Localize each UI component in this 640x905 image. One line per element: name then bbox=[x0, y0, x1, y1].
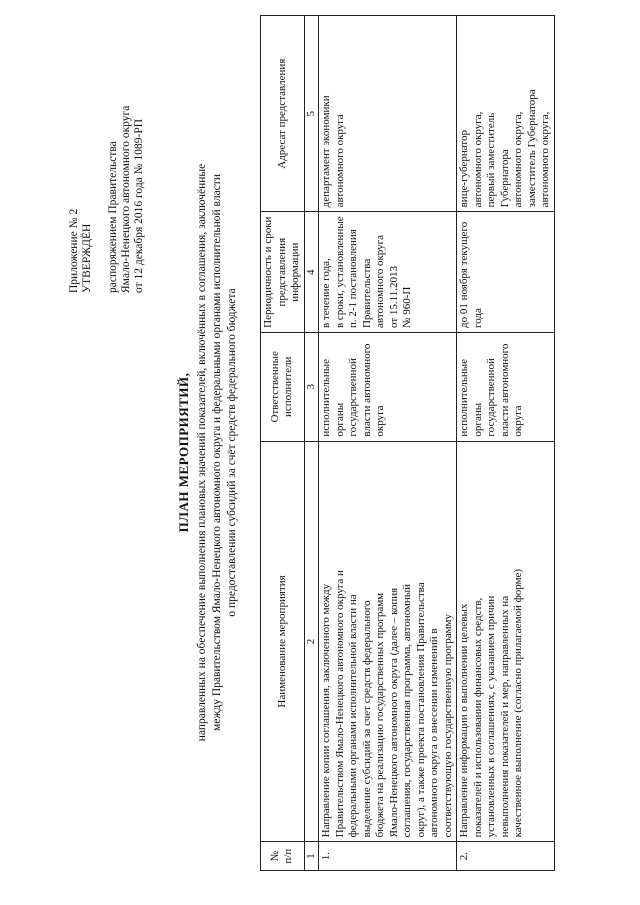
header-line: УТВЕРЖДЁН bbox=[81, 223, 93, 293]
column-number: 4 bbox=[304, 212, 319, 333]
header-line: Ямало-Ненецкого автономного округа bbox=[120, 105, 132, 293]
cell-text-line: установленных в соглашениях, с указанием причин bbox=[485, 595, 497, 838]
cell-text-line: исполнительные bbox=[458, 358, 470, 437]
cell-text-line: органы bbox=[471, 402, 484, 437]
cell-text-line: власти автономного bbox=[498, 343, 511, 437]
executors-cell bbox=[457, 333, 555, 442]
cell-text-line: № 960-П bbox=[401, 286, 413, 329]
cell-text-line: власти автономного bbox=[360, 343, 373, 437]
column-number: 1 bbox=[304, 842, 319, 871]
cell-text-line: от 15.11.2013 bbox=[387, 266, 400, 329]
cell-text: 1. bbox=[320, 852, 332, 861]
measure-name-cell bbox=[457, 441, 555, 842]
cell-text-line: органы bbox=[333, 402, 346, 437]
column-number: 5 bbox=[304, 16, 319, 212]
row-number-cell bbox=[457, 842, 555, 871]
cell-text-line: государственной bbox=[347, 358, 359, 437]
cell-text-line: округа bbox=[374, 405, 386, 437]
subtitle-line: о предоставлении субсидий за счёт средств федерального бюджета bbox=[226, 288, 238, 617]
addressee-cell bbox=[457, 16, 555, 212]
cell-text-line: Губернатора bbox=[498, 149, 511, 208]
addressee-cell bbox=[319, 16, 457, 212]
subtitle-line: между Правительством Ямало-Ненецкого автономного округа и федеральными органами исполнительной власти bbox=[211, 174, 223, 731]
header-line: Приложение № 2 bbox=[68, 208, 80, 293]
cell-text-line: показателей и использовании финансовых средств, bbox=[471, 597, 484, 838]
column-number: 3 bbox=[304, 333, 319, 442]
table-header-row bbox=[261, 16, 305, 871]
executors-cell bbox=[319, 333, 457, 442]
cell-text-line: бюджета на реализацию государственных программ bbox=[374, 592, 386, 838]
header-cell-executors: Ответственные исполнители bbox=[261, 333, 305, 442]
approval-header bbox=[68, 106, 146, 293]
cell-text-line: выделение субсидий за счет средств федерального bbox=[360, 600, 373, 838]
cell-text-line: исполнительные bbox=[320, 358, 332, 437]
cell-text-line: Направление информации о выполнении целевых bbox=[458, 603, 470, 838]
cell-text-line: автономного округа, bbox=[471, 111, 484, 208]
cell-text-line: Направление копии соглашения, заключенного между bbox=[320, 583, 332, 838]
column-number-row bbox=[304, 16, 319, 871]
cell-text-line: Ямало-Ненецкого автономного округа (далее – копия bbox=[387, 587, 400, 838]
row-number-cell bbox=[319, 842, 457, 871]
cell-text-line: соглашения, государственная программа, автономный bbox=[401, 583, 413, 838]
cell-text-line: качественное выполнение (согласно прилагаемой форме) bbox=[512, 568, 524, 838]
cell-text-line: Правительства bbox=[360, 258, 373, 329]
period-cell bbox=[457, 212, 555, 333]
cell-text-line: округа bbox=[512, 405, 524, 437]
header-cell-period: Периодичность и сроки представления информации bbox=[261, 212, 305, 333]
cell-text-line: невыполнения показателей и мер, направленных на bbox=[498, 595, 511, 838]
header-cell-name: Наименование мероприятия bbox=[261, 441, 305, 842]
cell-text-line: автономного округа bbox=[333, 114, 346, 208]
cell-text-line: автономного округа bbox=[374, 234, 386, 329]
header-cell-addressee: Адресат представления bbox=[261, 16, 305, 212]
header-line: распоряжением Правительства bbox=[107, 141, 119, 293]
cell-text-line: первый заместитель bbox=[485, 112, 497, 208]
document-title: ПЛАН МЕРОПРИЯТИЙ, bbox=[176, 372, 191, 533]
cell-text-line: автономного округа, bbox=[512, 111, 524, 208]
cell-text-line: федеральными органами исполнительной власти на bbox=[347, 594, 359, 838]
cell-text-line: государственной bbox=[485, 358, 497, 437]
table-row bbox=[319, 16, 457, 871]
cell-text-line: п. 2-1 постановления bbox=[347, 229, 359, 329]
period-cell bbox=[319, 212, 457, 333]
table-row bbox=[457, 16, 555, 871]
cell-text-line: до 01 ноября текущего bbox=[458, 221, 470, 329]
column-number: 2 bbox=[304, 441, 319, 842]
header-cell-num: № п/п bbox=[261, 842, 305, 871]
header-line: от 12 декабря 2016 года № 1089-РП bbox=[133, 118, 145, 293]
cell-text-line: автономного округа о внесении изменений в bbox=[428, 628, 440, 838]
plan-table bbox=[260, 15, 555, 871]
cell-text-line: года bbox=[471, 308, 484, 329]
cell-text-line: соответствующую государственную программу bbox=[441, 613, 454, 838]
cell-text-line: автономного округа, bbox=[539, 111, 551, 208]
cell-text: 2. bbox=[458, 852, 470, 861]
cell-text-line: вице-губернатор bbox=[458, 130, 470, 208]
cell-text-line: Правительством Ямало-Ненецкого автономного округа и bbox=[333, 570, 346, 838]
cell-text-line: в течение года, bbox=[320, 258, 332, 329]
measure-name-cell bbox=[319, 441, 457, 842]
cell-text-line: в сроки, установленные bbox=[333, 216, 346, 329]
cell-text-line: департамент экономики bbox=[320, 95, 332, 208]
cell-text-line: округ), а также проекта постановления Правительства bbox=[414, 582, 427, 838]
cell-text-line: заместитель Губернатора bbox=[525, 89, 538, 208]
subtitle-line: направленных на обеспечение выполнения плановых значений показателей, включённых в соглашения, заключённые bbox=[196, 163, 208, 742]
